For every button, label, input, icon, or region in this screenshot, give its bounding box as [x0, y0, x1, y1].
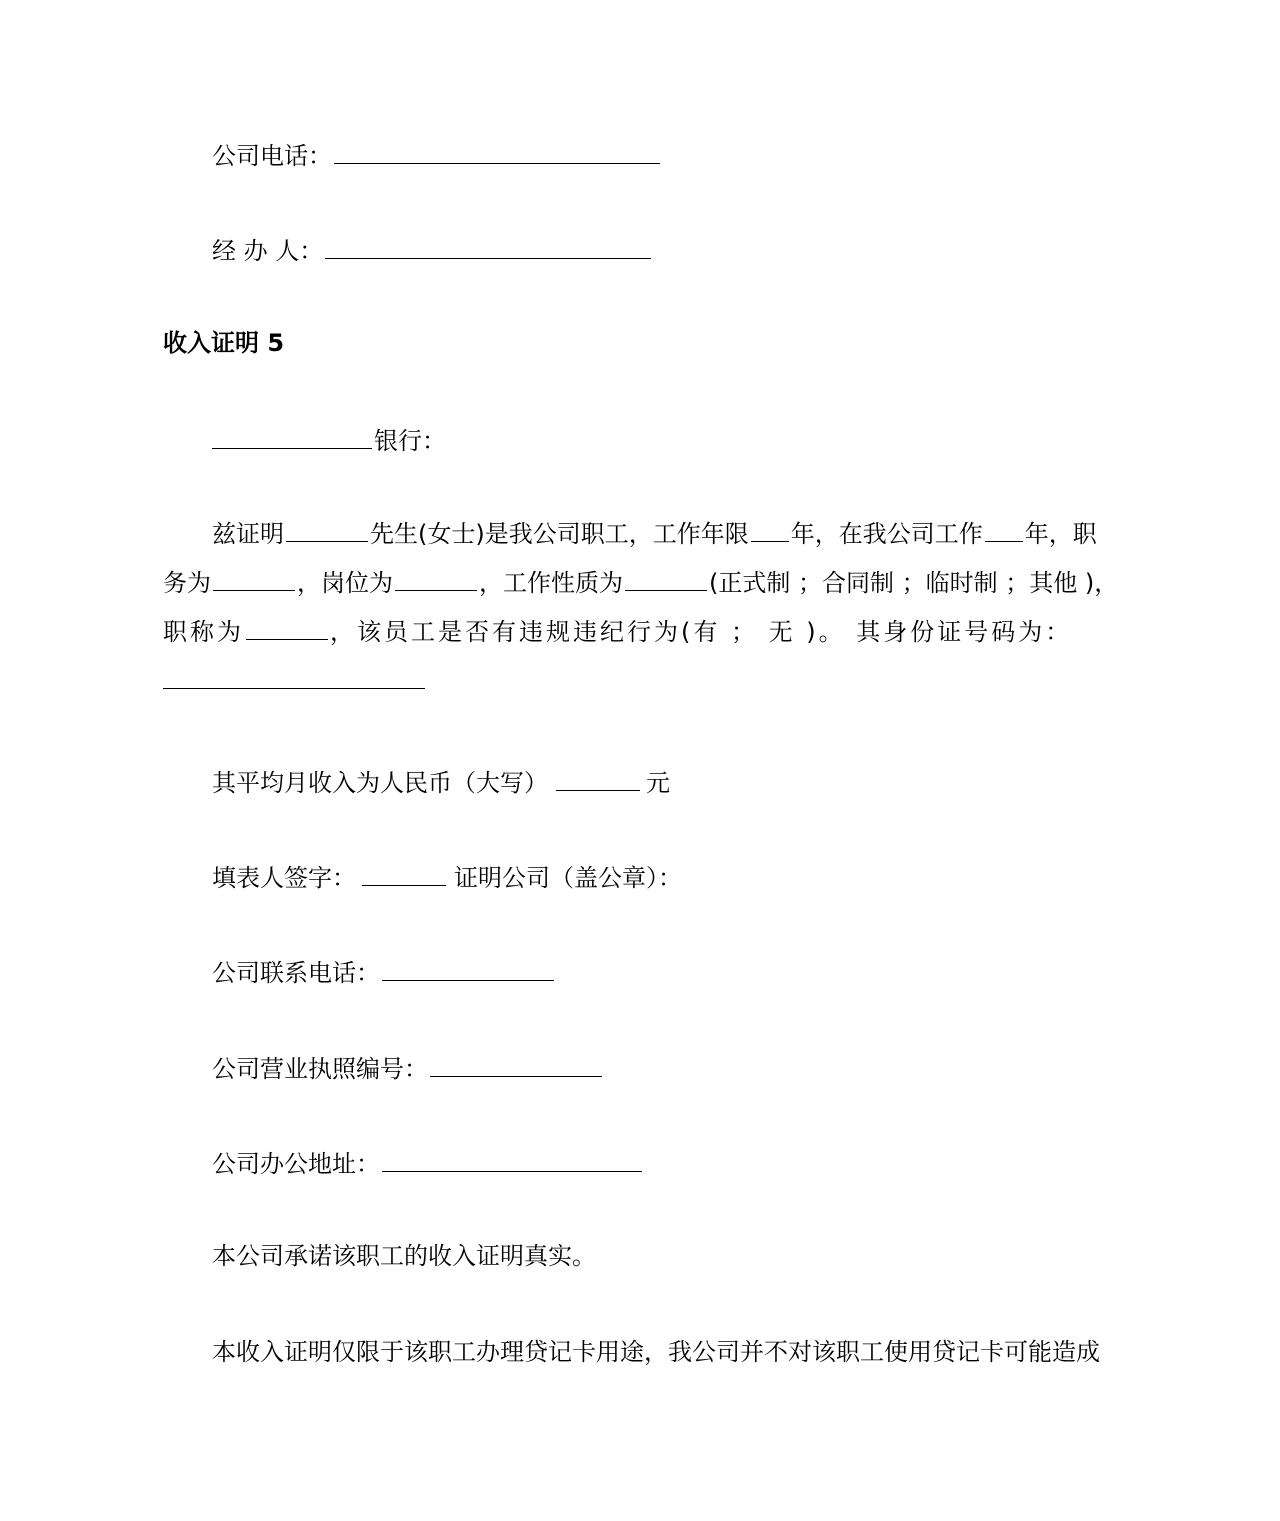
para-text: ，岗位为 [297, 569, 393, 597]
contact-phone-label: 公司联系电话： [212, 959, 380, 987]
para-text: 职称为 [163, 618, 244, 646]
monthly-income-line [212, 764, 670, 799]
promise-line: 本公司承诺该职工的收入证明真实。 [212, 1242, 596, 1270]
company-phone-line [212, 137, 662, 172]
license-blank [430, 1050, 602, 1077]
para-line-2 [163, 559, 1123, 608]
company-phone-label: 公司电话： [212, 142, 332, 170]
contact-phone-blank [382, 954, 554, 981]
handler-label: 经 办 人： [212, 237, 324, 265]
work-years-blank [751, 515, 789, 542]
para-text: 兹证明 [212, 520, 284, 548]
office-address-line [212, 1145, 644, 1180]
contact-phone-line [212, 954, 556, 989]
para-line-1 [163, 510, 1123, 559]
para-text: (正式制 ；合同制 ；临时制 ；其他 )， [709, 569, 1119, 597]
monthly-income-label: 其平均月收入为人民币（大写） [212, 769, 548, 797]
title-blank [246, 613, 328, 640]
para-text: 年，职 [1024, 520, 1097, 548]
para-line-4 [163, 657, 1123, 706]
limitation-line: 本收入证明仅限于该职工办理贷记卡用途，我公司并不对该职工使用贷记卡可能造成 [212, 1338, 1100, 1366]
para-text: ，工作性质为 [479, 569, 623, 597]
bank-line [212, 422, 446, 457]
signature-line [212, 859, 682, 894]
filler-sign-label: 填表人签字： [212, 864, 356, 892]
job-type-blank [625, 564, 707, 591]
certification-paragraph [163, 510, 1123, 706]
office-address-label: 公司办公地址： [212, 1150, 380, 1178]
para-text: 先生(女士)是我公司职工，工作年限 [370, 520, 749, 548]
name-blank [286, 515, 368, 542]
id-number-blank [163, 662, 425, 689]
company-years-blank [985, 515, 1023, 542]
company-seal-label: 证明公司（盖公章）： [454, 864, 682, 892]
duty-blank [213, 564, 295, 591]
office-address-blank [382, 1145, 642, 1172]
para-text: 务为 [163, 569, 211, 597]
bank-label: 银行： [374, 427, 446, 455]
para-line-3 [163, 608, 1123, 657]
monthly-income-blank [556, 764, 640, 791]
license-label: 公司营业执照编号： [212, 1055, 428, 1083]
para-text: 年，在我公司工作 [790, 520, 983, 548]
license-line [212, 1050, 604, 1085]
position-blank [395, 564, 477, 591]
section-title: 收入证明 5 [163, 329, 285, 357]
handler-line [212, 232, 653, 267]
monthly-income-unit: 元 [646, 769, 670, 797]
company-phone-blank [334, 137, 660, 164]
handler-blank [325, 232, 651, 259]
para-text: ，该员工是否有违规违纪行为(有 ； 无 )。 其身份证号码为： [330, 618, 1073, 646]
bank-blank [212, 422, 372, 449]
filler-sign-blank [362, 859, 446, 886]
